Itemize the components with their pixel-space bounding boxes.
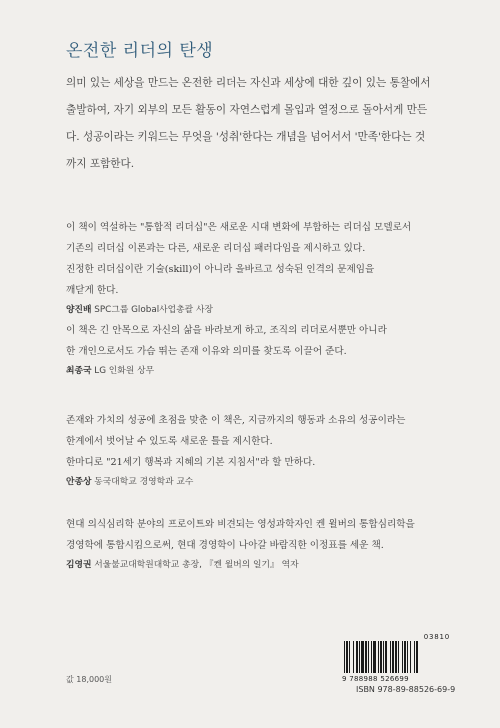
author-title: 서울불교대학원대학교 총장, 『켄 윌버의 일기』 역자 [94,560,299,570]
barcode-digits: 9 788988 526699 [342,675,409,683]
author-name: 안종상 [66,477,92,487]
review-line: 한계에서 벗어날 수 있도록 새로운 틀을 제시한다. [66,436,273,447]
author-name: 양진배 [66,305,92,315]
review-line: 경영학에 통합시킴으로써, 현대 경영학이 나아갈 바람직한 이정표를 세운 책. [66,540,384,551]
review-author [66,557,438,573]
addon-code: 03810 [423,633,450,641]
intro-line: 다. 성공이라는 키워드는 무엇을 '성취'한다는 개념을 넘어서서 '만족'한다는 것 [66,131,426,143]
intro-line: 의미 있는 세상을 만드는 온전한 리더는 자신과 세상에 대한 깊이 있는 통찰에서 [66,77,431,89]
intro-line: 까지 포함한다. [66,158,135,170]
author-title: 동국대학교 경영학과 교수 [94,477,194,487]
barcode-icon [342,641,450,675]
review-line: 현대 의식심리학 분야의 프로이트와 비견되는 영성과학자인 켄 윌버의 통합심리학을 [66,519,415,530]
review-line: 진정한 리더십이란 기술(skill)이 아니라 올바르고 성숙된 인격의 문제임을 [66,264,375,275]
author-title: LG 인화원 상무 [94,366,155,376]
review-author [66,363,438,379]
author-name: 김영권 [66,560,92,570]
review-line: 한 개인으로서도 가슴 뛰는 존재 이유와 의미를 찾도록 이끌어 준다. [66,346,347,357]
review-line: 이 책은 긴 안목으로 자신의 삶을 바라보게 하고, 조직의 리더로서뿐만 아니라 [66,325,387,336]
author-title: SPC그룹 Global사업총괄 사장 [94,305,213,315]
review-line: 한마디로 "21세기 행복과 지혜의 기본 지침서"라 할 만하다. [66,457,316,468]
review-1 [66,217,438,318]
intro-line: 출발하여, 자기 외부의 모든 활동이 자연스럽게 몰입과 열정으로 돌아서게 만든 [66,104,428,116]
review-line: 존재와 가치의 성공에 초점을 맞춘 이 책은, 지금까지의 행동과 소유의 성공이라는 [66,415,406,426]
isbn-number: ISBN 978-89-88526-69-9 [356,685,456,694]
review-author [66,302,438,318]
book-title: 온전한 리더의 탄생 [66,41,214,61]
price-label: 값 18,000원 [66,675,112,684]
review-line: 이 책이 역설하는 "통합적 리더십"은 새로운 시대 변화에 부합하는 리더십 모델로서 [66,222,412,233]
author-name: 최종국 [66,366,92,376]
review-4 [66,514,438,573]
review-line: 기존의 리더십 이론과는 다른, 새로운 리더십 패러다임을 제시하고 있다. [66,243,366,254]
review-line: 깨닫게 한다. [66,285,119,296]
review-2 [66,320,438,379]
review-3 [66,410,438,490]
review-author [66,474,438,490]
intro-paragraph [66,70,438,178]
